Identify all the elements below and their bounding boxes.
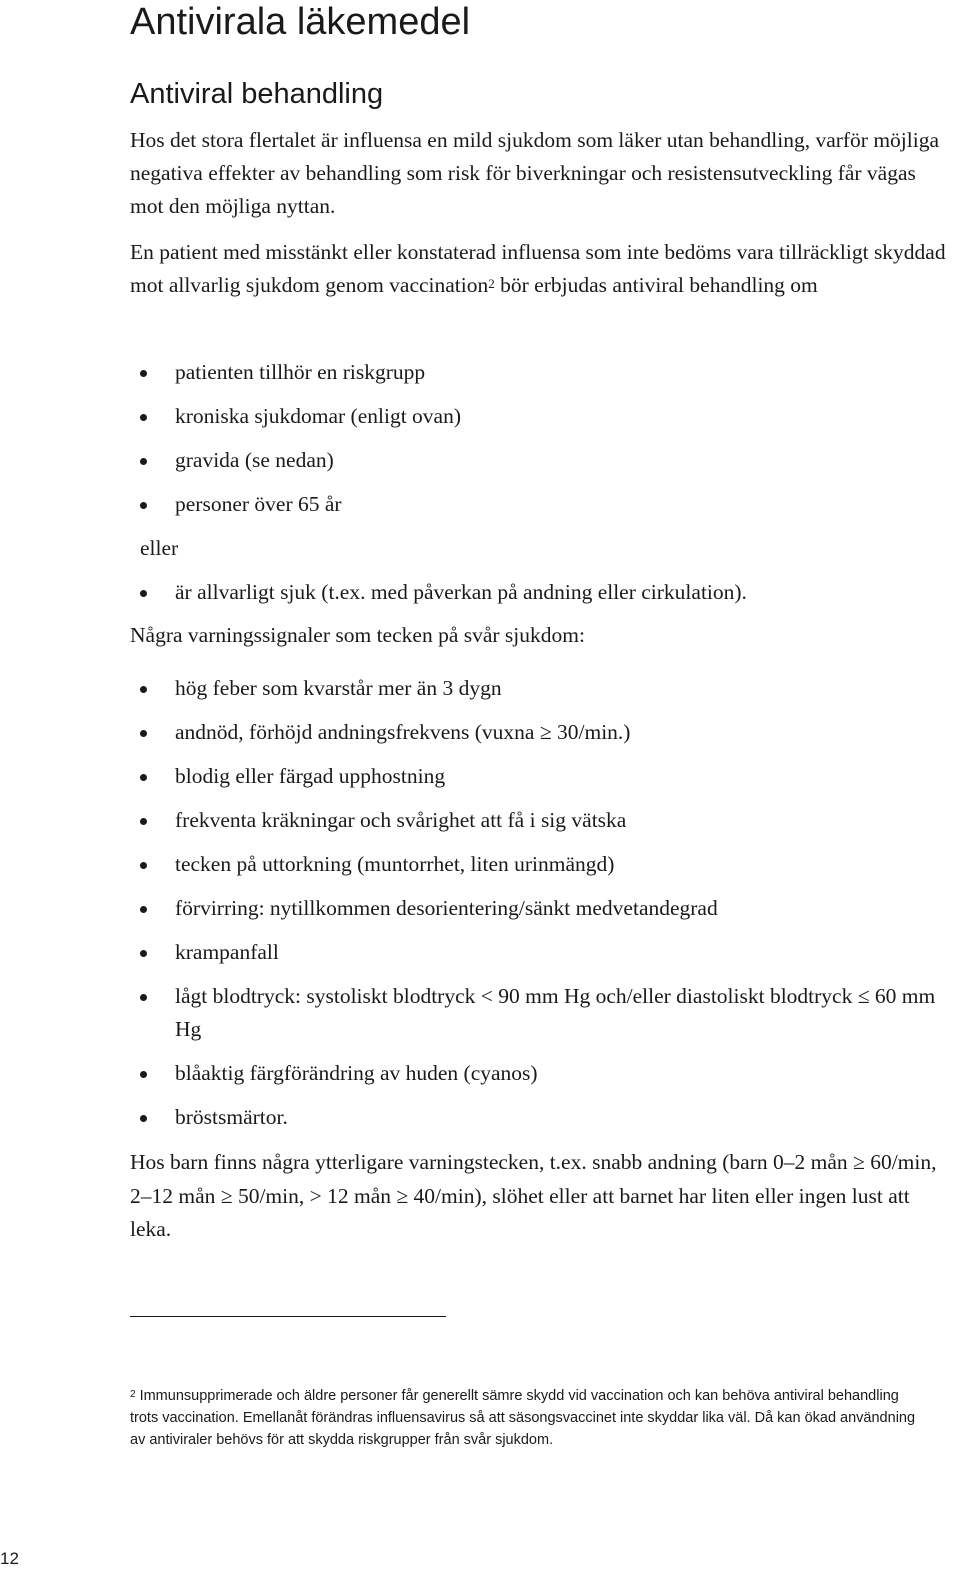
footnote-text: Immunsupprimerade och äldre personer får generellt sämre skydd vid vaccination och kan behöva antiviral behandling trots vaccination. Emellanåt förändras influensavirus så att säsongsvaccinet inte skyddar lika väl. Då kan ökad användning av antiviraler behövs för att skydda riskgrupper från svår sjukdom. (130, 1388, 916, 1448)
bullet-icon (140, 818, 147, 825)
bullet-icon (140, 950, 147, 957)
criteria-list (130, 356, 960, 532)
list-item (130, 488, 960, 521)
list-item-text: förvirring: nytillkommen desorientering/sänkt medvetandegrad (175, 896, 718, 920)
list-item (130, 892, 960, 925)
list-item (130, 804, 960, 837)
bullet-icon (140, 730, 147, 737)
list-item-text: gravida (se nedan) (175, 448, 334, 472)
list-item (130, 936, 960, 969)
list-item-text: kroniska sjukdomar (enligt ovan) (175, 404, 462, 428)
warning-intro: Några varningssignaler som tecken på svår sjukdom: (130, 623, 585, 647)
bullet-icon (140, 370, 147, 377)
intro-paragraph: Hos det stora flertalet är influensa en mild sjukdom som läker utan behandling, varför möjliga negativa effekter av behandling som risk för biverkningar och resistensutveckling får vägas mot den möjliga nyttan. (130, 128, 940, 218)
list-item (130, 444, 960, 477)
bullet-icon (140, 862, 147, 869)
or-connector: eller (140, 536, 179, 560)
list-item (130, 576, 960, 609)
list-item-text: är allvarligt sjuk (t.ex. med påverkan på andning eller cirkulation). (175, 580, 747, 604)
list-item (130, 1101, 960, 1134)
page-number: 12 (0, 1549, 19, 1568)
list-item-text: bröstsmärtor. (175, 1105, 288, 1129)
list-item (130, 400, 960, 433)
severe-criteria-list (130, 576, 960, 609)
bullet-icon (140, 590, 147, 597)
bullet-icon (140, 414, 147, 421)
footnote (130, 1385, 930, 1451)
bullet-icon (140, 1115, 147, 1122)
list-item-text: personer över 65 år (175, 492, 342, 516)
list-item-text: hög feber som kvarstår mer än 3 dygn (175, 676, 502, 700)
page-title: Antivirala läkemedel (130, 1, 471, 43)
list-item (130, 716, 960, 749)
list-item-text: frekventa kräkningar och svårighet att få i sig vätska (175, 808, 627, 832)
list-item (130, 760, 960, 793)
warning-signs-list (130, 672, 960, 1145)
bullet-icon (140, 1071, 147, 1078)
bullet-icon (140, 458, 147, 465)
treatment-paragraph-text: En patient med misstänkt eller konstaterad influensa som inte bedöms vara tillräckligt skyddad mot allvarlig sjukdom genom vaccination (130, 240, 946, 297)
list-item (130, 672, 960, 705)
list-item (130, 1057, 960, 1090)
footnote-reference: 2 (488, 276, 495, 291)
children-paragraph: Hos barn finns några ytterligare varningstecken, t.ex. snabb andning (barn 0–2 mån ≥ 60/min, 2–12 mån ≥ 50/min, > 12 mån ≥ 40/min), slöhet eller att barnet har liten eller ingen lust att leka. (130, 1150, 937, 1241)
section-heading: Antiviral behandling (130, 78, 384, 110)
bullet-icon (140, 774, 147, 781)
treatment-paragraph-text-end: bör erbjudas antiviral behandling om (494, 273, 818, 297)
bullet-icon (140, 906, 147, 913)
list-item-text: lågt blodtryck: systoliskt blodtryck < 90 mm Hg och/eller diastoliskt blodtryck ≤ 60 mm Hg (175, 984, 936, 1041)
list-item-text: krampanfall (175, 940, 279, 964)
list-item-text: andnöd, förhöjd andningsfrekvens (vuxna ≥ 30/min.) (175, 720, 631, 744)
list-item-text: blodig eller färgad upphostning (175, 764, 446, 788)
list-item-text: blåaktig färgförändring av huden (cyanos) (175, 1061, 538, 1085)
bullet-icon (140, 502, 147, 509)
list-item (130, 848, 960, 881)
footnote-mark: 2 (130, 1389, 136, 1400)
bullet-icon (140, 994, 147, 1001)
list-item (130, 980, 960, 1046)
bullet-icon (140, 686, 147, 693)
footnote-divider (130, 1316, 446, 1317)
list-item (130, 356, 960, 389)
list-item-text: patienten tillhör en riskgrupp (175, 360, 426, 384)
treatment-paragraph (130, 236, 950, 302)
list-item-text: tecken på uttorkning (muntorrhet, liten urinmängd) (175, 852, 615, 876)
